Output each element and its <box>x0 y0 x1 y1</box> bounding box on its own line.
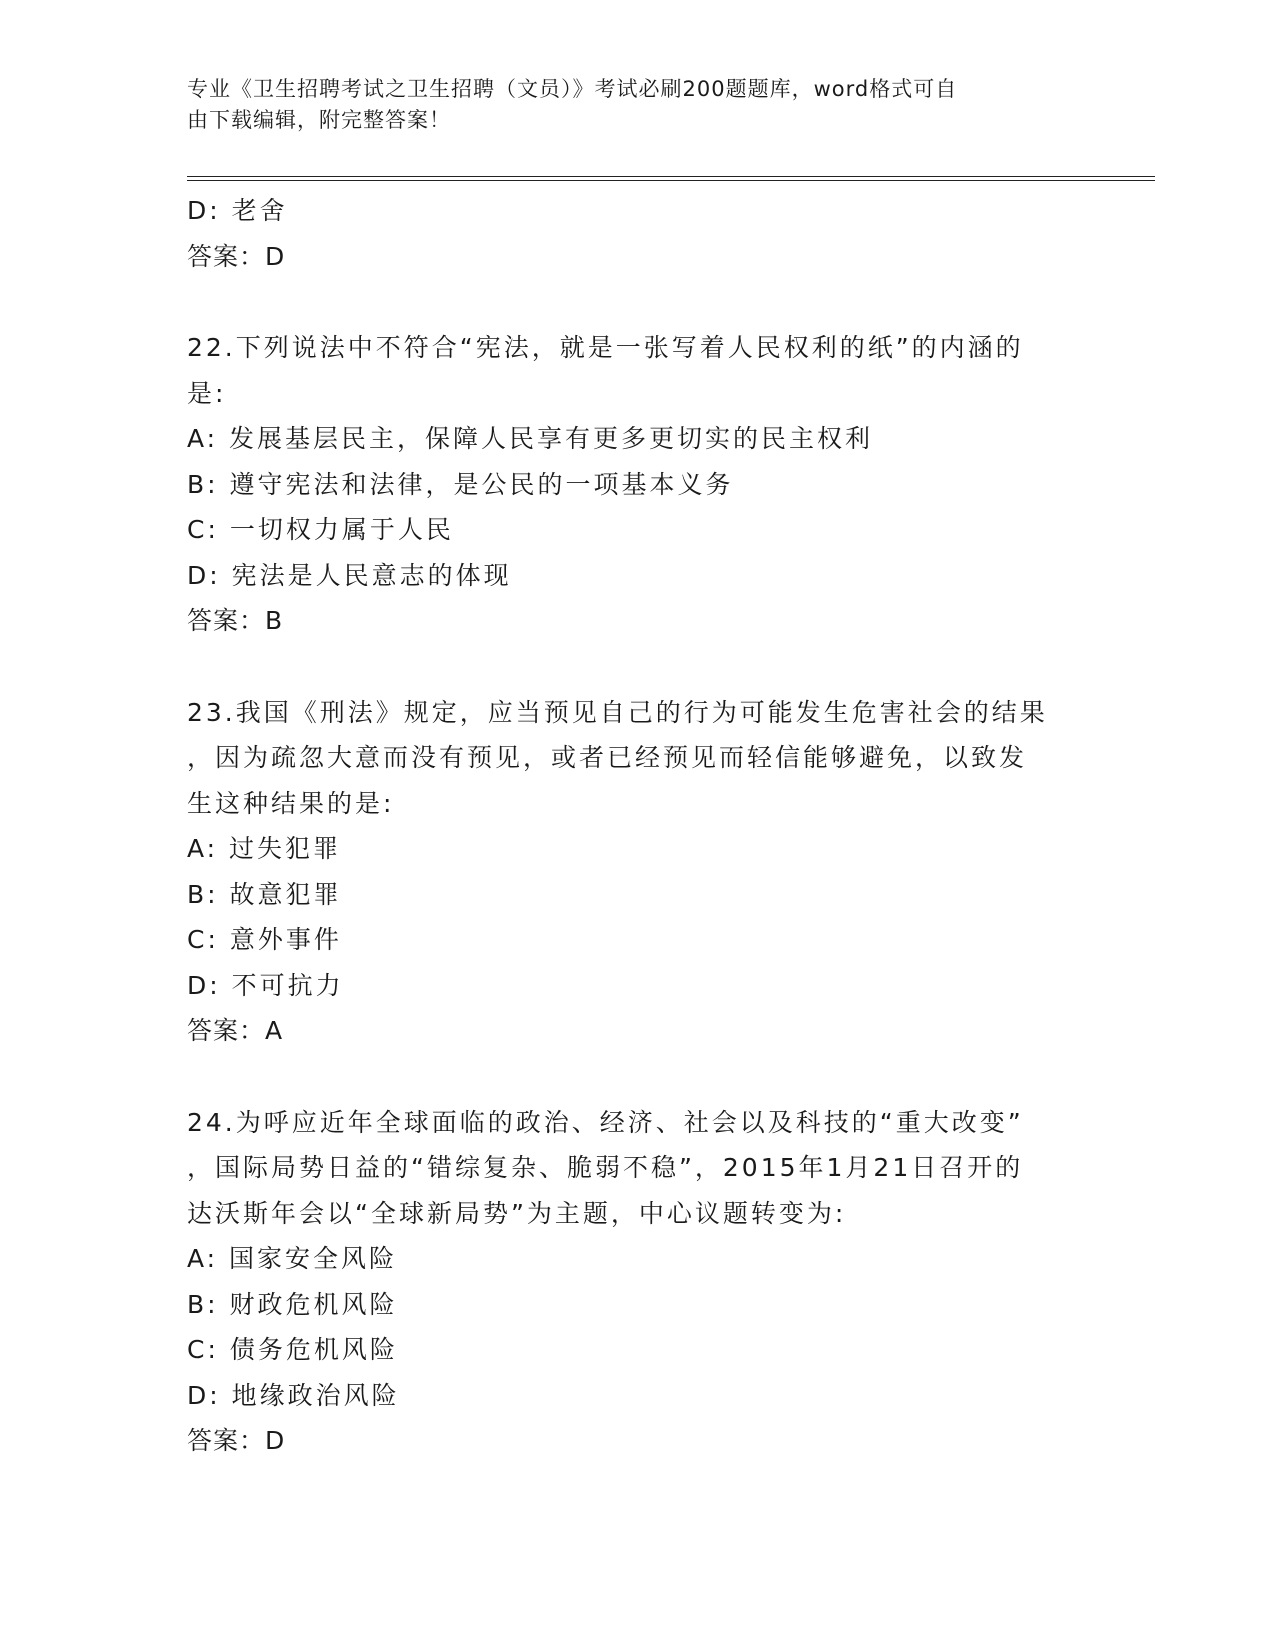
stem-line: 22.下列说法中不符合“宪法，就是一张写着人民权利的纸”的内涵的 <box>187 333 1024 362</box>
option-d: D: 地缘政治风险 <box>187 1380 400 1410</box>
option-a: A: 国家安全风险 <box>187 1244 398 1273</box>
question-23 <box>187 690 1087 1054</box>
stem-line: 24.为呼应近年全球面临的政治、经济、社会以及科技的“重大改变” <box>187 1107 1024 1137</box>
question-stem <box>187 325 1067 416</box>
question-stem <box>187 1100 1067 1237</box>
header-line-1: 专业《卫生招聘考试之卫生招聘（文员）》考试必刷200题题库，word格式可自 <box>187 77 958 101</box>
option-a: A: 过失犯罪 <box>187 834 342 863</box>
option-b: B: 故意犯罪 <box>187 879 342 909</box>
header-line-2: 由下载编辑，附完整答案！ <box>187 108 451 132</box>
option-d: D: 不可抗力 <box>187 970 344 1000</box>
option-d: D: 宪法是人民意志的体现 <box>187 560 512 590</box>
header-divider <box>187 176 1155 181</box>
question-24 <box>187 1100 1087 1464</box>
stem-line: 23.我国《刑法》规定，应当预见自己的行为可能发生危害社会的结果 <box>187 697 1048 727</box>
stem-line: 是: <box>187 378 227 408</box>
option-b: B: 遵守宪法和法律，是公民的一项基本义务 <box>187 469 734 499</box>
option-b: B: 财政危机风险 <box>187 1289 398 1319</box>
stem-line: 达沃斯年会以“全球新局势”为主题，中心议题转变为: <box>187 1198 847 1228</box>
answer-line: 答案：B <box>187 606 284 635</box>
stem-line: ，因为疏忽大意而没有预见，或者已经预见而轻信能够避免，以致发 <box>187 743 1028 772</box>
stem-line: 生这种结果的是: <box>187 788 395 818</box>
answer-line: 答案：D <box>187 241 286 271</box>
previous-question-tail <box>187 188 1087 279</box>
option-a: A: 发展基层民主，保障人民享有更多更切实的民主权利 <box>187 424 874 453</box>
answer-line: 答案：D <box>187 1426 286 1455</box>
option-d: D: 老舍 <box>187 196 288 225</box>
option-c: C: 意外事件 <box>187 925 342 954</box>
question-stem <box>187 690 1067 827</box>
stem-line: ，国际局势日益的“错综复杂、脆弱不稳”，2015年1月21日召开的 <box>187 1153 1024 1182</box>
document-header <box>187 74 1067 136</box>
question-list <box>187 188 1087 1464</box>
option-c: C: 一切权力属于人民 <box>187 515 454 544</box>
answer-line: 答案：A <box>187 1016 284 1045</box>
question-22 <box>187 325 1087 644</box>
option-c: C: 债务危机风险 <box>187 1335 398 1364</box>
